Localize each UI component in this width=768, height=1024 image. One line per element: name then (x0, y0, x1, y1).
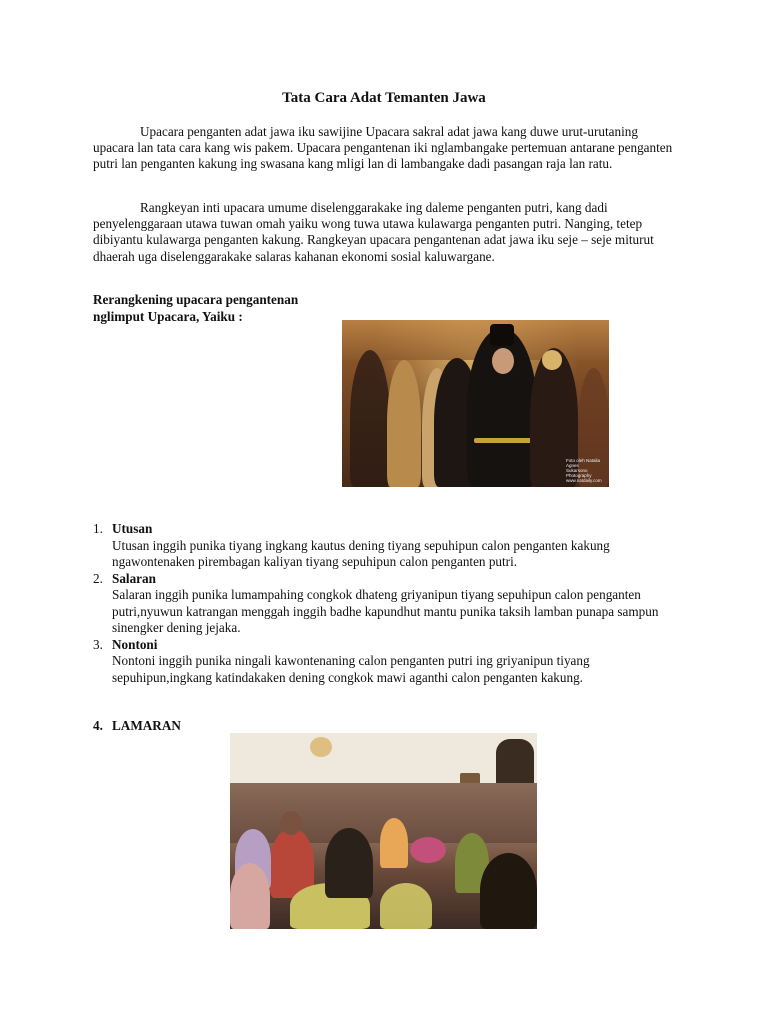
list-item-text: Utusan inggih punika tiyang ingkang kautus dening tiyang sepuhipun calon penganten kakung ngawontenaken pirembagan kaliyan tiyang sepuhipun calon penganten putri. (112, 537, 610, 569)
list-number: 3. (93, 636, 103, 652)
list-item-utusan (93, 521, 678, 571)
paragraph-2 (93, 200, 678, 265)
paragraph-1 (93, 124, 678, 173)
paragraph-2-text: Rangkeyan inti upacara umume diselenggarakake ing daleme penganten putri, kang dadi penyelenggaraan utawa tuwan omah yaiku wong tuwa utawa kulawarga penganten putri. Nanging, tetep dibiyantu kulawarga penganten kakung. Rangkeyan upacara pengantenan adat jawa iku seje – seje miturut dhaerah uga diselenggarakake salaras kahanan ekonomi sosial kaluwargane. (93, 200, 654, 264)
paragraph-1-text: Upacara penganten adat jawa iku sawijine Upacara sakral adat jawa kang duwe urut-urutaning upacara lan tata cara kang wis pakem. Upacara pengantenan iki nglambangake pertemuan antarane penganten putri lan penganten kakung ing swasana kang mligi lan di lambangake dadi pasangan raja lan ratu. (93, 124, 673, 172)
list-item-salaran (93, 571, 678, 637)
lamaran-label: LAMARAN (112, 718, 181, 733)
lamaran-number: 4. (93, 718, 103, 733)
list-item-text: Nontoni inggih punika ningali kawontenaning calon penganten putri ing griyanipun tiyang sepuhipun,ingkang katindakaken dening congkok mawi aganthi calon penganten kakung. (112, 653, 590, 685)
list-item-title: Nontoni (112, 636, 158, 652)
list-item-title: Utusan (112, 521, 153, 536)
wedding-couple-photo (342, 320, 609, 487)
lamaran-heading (93, 718, 181, 735)
document-title: Tata Cara Adat Temanten Jawa (282, 90, 486, 106)
photo-caption: Foto oleh Natalia Agnes Sukarsono Photography www.natdaily.com (566, 458, 602, 483)
section-heading: Rerangkening upacara pengantenan nglimput Upacara, Yaiku : (93, 292, 299, 324)
ceremony-list (93, 521, 678, 686)
lamaran-gathering-photo (230, 733, 537, 929)
list-item-nontoni (93, 637, 678, 687)
list-number: 2. (93, 570, 103, 586)
list-number: 1. (93, 521, 103, 536)
list-item-text: Salaran inggih punika lumampahing congkok dhateng griyanipun tiyang sepuhipun calon penganten putri,nyuwun katrangan menggah inggih badhe kapundhut mantu punika taksih lamban punapa sampun sinengker dening jejaka. (112, 587, 659, 635)
list-item-title: Salaran (112, 570, 156, 586)
